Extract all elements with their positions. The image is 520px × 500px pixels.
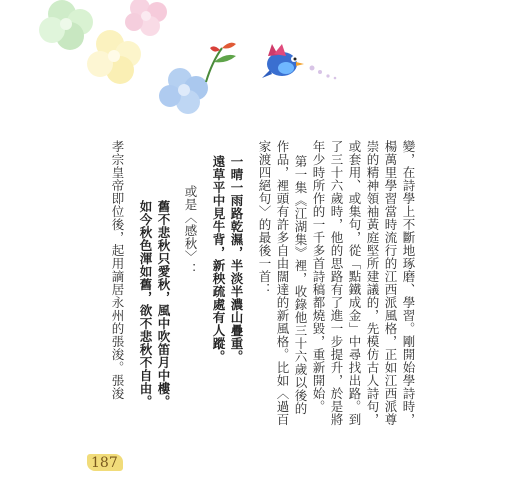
text-column: 或是〈感秋〉： bbox=[183, 185, 198, 276]
text-column: 年少時所作的一千多首詩稿都燒毀，重新開始。 bbox=[311, 140, 326, 413]
poem-line: 遠草平中見牛背，新秧疏處有人蹤。 bbox=[211, 155, 226, 363]
text-column: 或套用、或集句，從「點鐵成金」中尋找出路。到 bbox=[347, 140, 362, 426]
dots-trail bbox=[310, 66, 337, 80]
blue-flower-icon bbox=[159, 68, 208, 114]
decorative-illustration bbox=[0, 0, 520, 130]
poem-line: 如今秋色渾如舊，欲不悲秋不自由。 bbox=[138, 200, 153, 408]
text-column: 變，在詩學上不斷地琢磨、學習。剛開始學詩時， bbox=[401, 140, 416, 426]
text-column: 家渡四絕句〉的最後一首： bbox=[257, 140, 272, 296]
text-column: 孝宗皇帝即位後，起用謫居永州的張浚。張浚 bbox=[110, 140, 125, 400]
text-column: 作品，裡頭有許多自由闊達的新風格。比如〈過百 bbox=[275, 140, 290, 426]
green-flower-icon bbox=[39, 0, 93, 50]
text-column: 楊萬里學習當時流行的江西派風格，正如江西派尊 bbox=[383, 140, 398, 426]
text-column: 崇的精神領袖黃庭堅所建議的，先模仿古人詩句， bbox=[365, 140, 380, 426]
page-number: 187 bbox=[87, 454, 123, 471]
text-column: 了三十六歲時，他的思路有了進一步提升，於是將 bbox=[329, 140, 344, 426]
poem-line: 一晴一雨路乾濕，半淡半濃山疊重。 bbox=[229, 155, 244, 363]
sprout-icon bbox=[206, 43, 236, 82]
pink-flower-icon bbox=[125, 0, 167, 36]
poem-line: 舊不悲秋只愛秋，風中吹笛月中樓。 bbox=[156, 200, 171, 408]
bird-icon bbox=[262, 44, 304, 78]
yellow-flower-icon bbox=[87, 30, 141, 84]
text-column: 第一集《江湖集》裡，收錄他三十六歲以後的 bbox=[293, 155, 308, 415]
